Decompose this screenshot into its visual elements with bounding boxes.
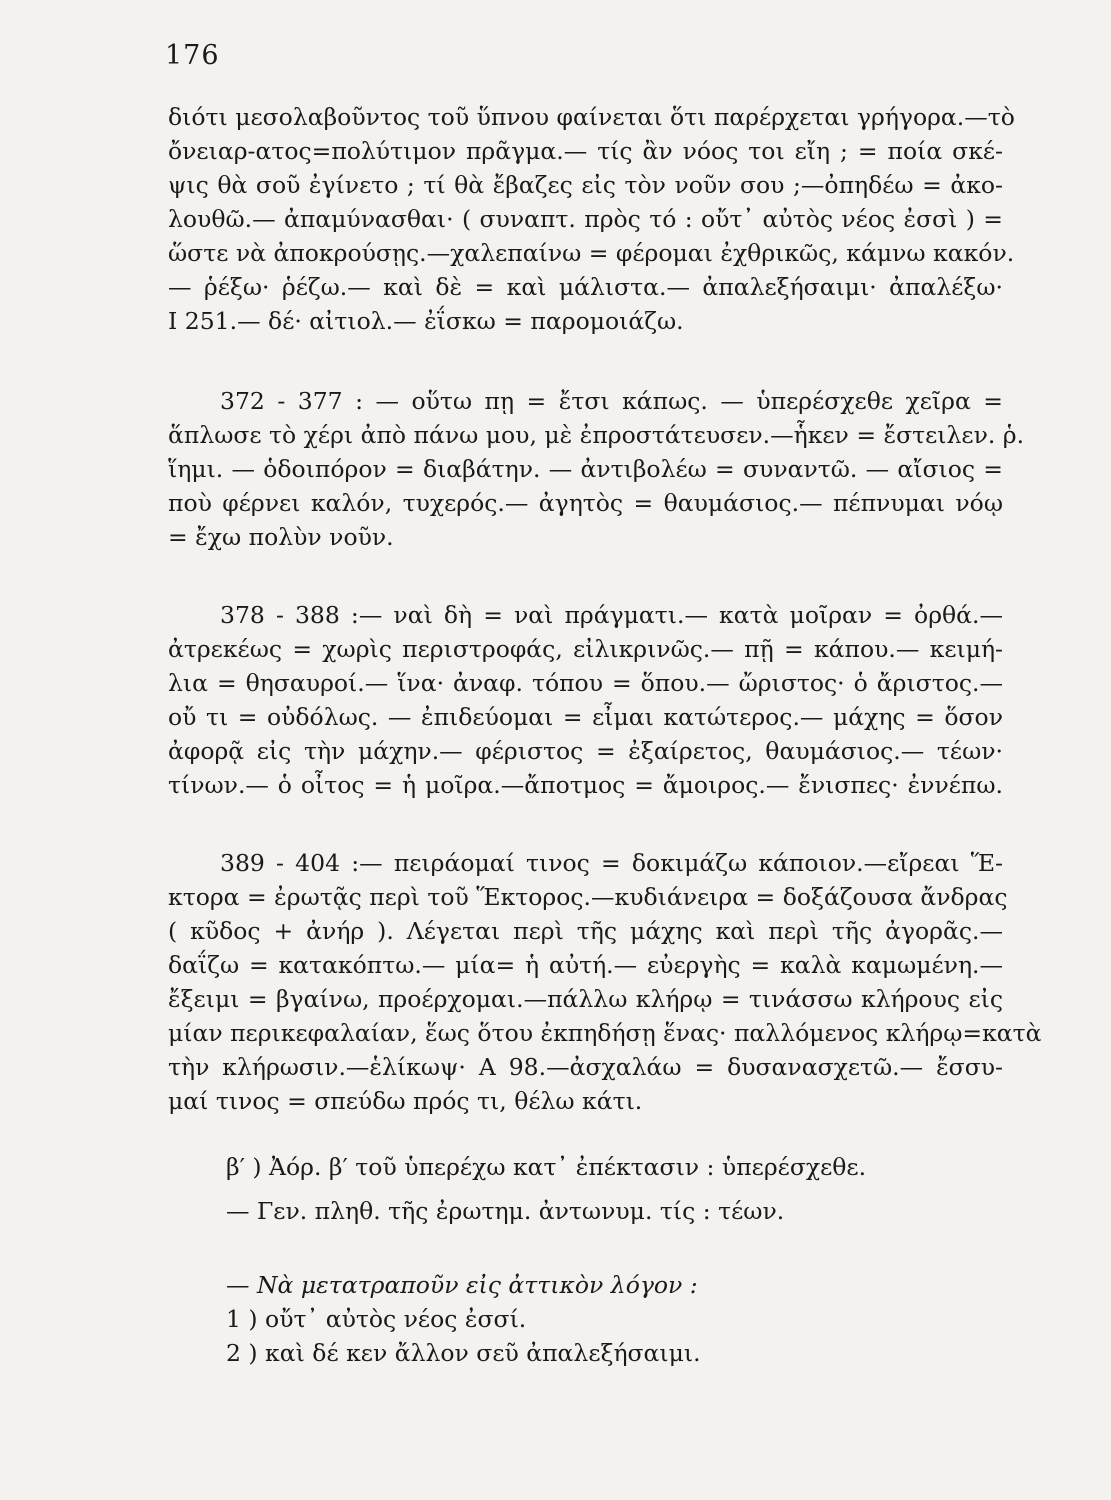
text-line: ἀφορᾷ εἰς τὴν μάχην.— φέριστος = ἐξαίρετος, θαυμάσιος.— τέων·	[168, 737, 1003, 765]
text-line: ὄνειαρ-ατος=πολύτιμον πρᾶγμα.— τίς ἂν νόος τοι εἴη ; = ποία σκέ-	[168, 137, 1003, 165]
exercise-item: 2 ) καὶ δέ κεν ἄλλον σεῦ ἀπαλεξήσαιμι.	[226, 1339, 701, 1367]
text-line: ἔξειμι = βγαίνω, προέρχομαι.—πάλλω κλήρῳ = τινάσσω κλήρους εἰς	[168, 985, 1003, 1013]
text-line: δαΐζω = κατακόπτω.— μία= ἡ αὐτή.— εὐεργὴς = καλὰ καμωμένη.—	[168, 951, 1003, 979]
text-line: 389 - 404 :— πειράομαί τινος = δοκιμάζω κάποιον.—εἴρεαι Ἕ-	[220, 849, 1003, 877]
exercise	[168, 1268, 1003, 1370]
text-line: 378 - 388 :— ναὶ δὴ = ναὶ πράγματι.— κατὰ μοῖραν = ὀρθά.—	[220, 601, 1003, 629]
page-number: 176	[165, 40, 220, 71]
text-line: τὴν κλήρωσιν.—ἑλίκωψ· Α 98.—ἀσχαλάω = δυσανασχετῶ.— ἔσσυ-	[168, 1053, 1003, 1081]
text-line: ἅπλωσε τὸ χέρι ἀπὸ πάνω μου, μὲ ἐπροστάτευσεν.—ἧκεν = ἔστειλεν. ῥ.	[168, 421, 1025, 449]
note-line: — Γεν. πληθ. τῆς ἐρωτημ. ἀντωνυμ. τίς : τέων.	[226, 1197, 785, 1225]
text-line: τίνων.— ὁ οἶτος = ἡ μοῖρα.—ἄποτμος = ἄμοιρος.— ἔνισπες· ἐννέπω.	[168, 771, 1003, 799]
text-line: — ῥέξω· ῥέζω.— καὶ δὲ = καὶ μάλιστα.— ἀπαλεξήσαιμι· ἀπαλέξω·	[168, 273, 1003, 301]
paragraph-1	[168, 100, 1015, 338]
text-line: οὔ τι = οὐδόλως. — ἐπιδεύομαι = εἶμαι κατώτερος.— μάχης = ὅσον	[168, 703, 1003, 731]
paragraph-4	[168, 846, 1042, 1118]
text-line: ἀτρεκέως = χωρὶς περιστροφάς, εἰλικρινῶς.— πῇ = κάπου.— κειμή-	[168, 635, 1003, 663]
paragraph-3	[168, 598, 1003, 802]
notes	[168, 1150, 1003, 1228]
text-line: ( κῦδος + ἀνήρ ). Λέγεται περὶ τῆς μάχης καὶ περὶ τῆς ἀγορᾶς.—	[168, 917, 1003, 945]
text-line: I 251.— δέ· αἰτιολ.— ἐΐσκω = παρομοιάζω.	[168, 307, 684, 335]
exercise-item: 1 ) οὔτ᾽ αὐτὸς νέος ἐσσί.	[226, 1305, 527, 1333]
text-line: μαί τινος = σπεύδω πρός τι, θέλω κάτι.	[168, 1087, 643, 1115]
text-line: διότι μεσολαβοῦντος τοῦ ὕπνου φαίνεται ὅτι παρέρχεται γρήγορα.—τὸ	[168, 103, 1015, 131]
text-line: μίαν περικεφαλαίαν, ἕως ὅτου ἐκπηδήσῃ ἕνας· παλλόμενος κλήρῳ=κατὰ	[168, 1019, 1042, 1047]
text-line: ψις θὰ σοῦ ἐγίνετο ; τί θὰ ἔβαζες εἰς τὸν νοῦν σου ;—ὀπηδέω = ἀκο-	[168, 171, 1003, 199]
text-line: κτορα = ἐρωτᾷς περὶ τοῦ Ἕκτορος.—κυδιάνειρα = δοξάζουσα ἄνδρας	[168, 883, 1008, 911]
text-line: 372 - 377 : — οὕτω πῃ = ἔτσι κάπως. — ὑπερέσχεθε χεῖρα =	[220, 387, 1003, 415]
note-line: β′ ) Ἀόρ. β′ τοῦ ὑπερέχω κατ᾽ ἐπέκτασιν : ὑπερέσχεθε.	[226, 1153, 867, 1181]
text-line: λουθῶ.— ἀπαμύνασθαι· ( συναπτ. πρὸς τό : οὔτ᾽ αὐτὸς νέος ἐσσὶ ) =	[168, 205, 1003, 233]
text-line: λια = θησαυροί.— ἵνα· ἀναφ. τόπου = ὅπου.— ὤριστος· ὁ ἄριστος.—	[168, 669, 1003, 697]
text-line: ὥστε νὰ ἀποκρούσῃς.—χαλεπαίνω = φέρομαι ἐχθρικῶς, κάμνω κακόν.	[168, 239, 1015, 267]
text-line: = ἔχω πολὺν νοῦν.	[168, 523, 394, 551]
paragraph-2	[168, 384, 1025, 554]
text-line: ποὺ φέρνει καλόν, τυχερός.— ἀγητὸς = θαυμάσιος.— πέπνυμαι νόῳ	[168, 489, 1003, 517]
exercise-heading: — Νὰ μετατραποῦν εἰς ἀττικὸν λόγον :	[226, 1271, 698, 1299]
text-line: ἵημι. — ὁδοιπόρον = διαβάτην. — ἀντιβολέω = συναντῶ. — αἴσιος =	[168, 455, 1003, 483]
